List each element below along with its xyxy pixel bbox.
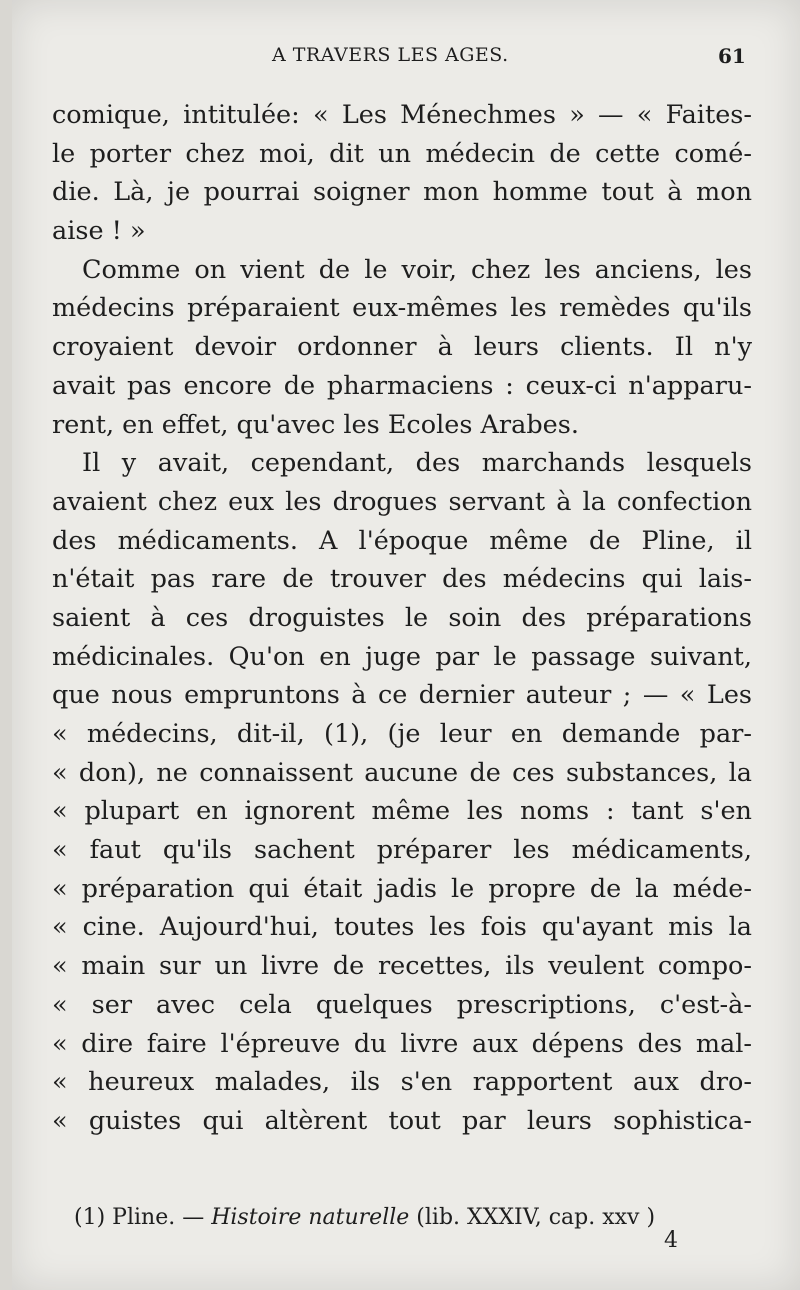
text-line: des médicaments. A l'époque même de Pline, il bbox=[52, 525, 752, 556]
text-line: aise ! » bbox=[52, 216, 146, 247]
text-line: « médecins, dit-il, (1), (je leur en demande par- bbox=[52, 719, 752, 749]
text-line: avait pas encore de pharmaciens : ceux-ci n'apparu- bbox=[52, 370, 752, 401]
book-page bbox=[12, 0, 800, 1290]
text-line: « guistes qui altèrent tout par leurs sophistica- bbox=[52, 1105, 752, 1136]
text-line: que nous empruntons à ce dernier auteur ; — « Les bbox=[52, 680, 752, 711]
text-line: « ser avec cela quelques prescriptions, c'est-à- bbox=[52, 989, 752, 1020]
page-number: 61 bbox=[718, 44, 746, 68]
text-line: « préparation qui était jadis le propre de la méde- bbox=[52, 873, 752, 904]
text-line: comique, intitulée: « Les Ménechmes » — « Faites- bbox=[52, 100, 752, 130]
footnote-title: Histoire naturelle bbox=[211, 1205, 410, 1230]
text-line: médecins préparaient eux-mêmes les remèdes qu'ils bbox=[52, 293, 752, 324]
text-line: Il y avait, cependant, des marchands lesquels bbox=[82, 448, 752, 479]
footnote-reference: (lib. XXXIV, cap. xxv ) bbox=[409, 1205, 656, 1230]
text-line: saient à ces droguistes le soin des préparations bbox=[52, 602, 752, 633]
signature-mark: 4 bbox=[664, 1228, 678, 1253]
running-title: A TRAVERS LES AGES. bbox=[272, 44, 509, 66]
text-line: « cine. Aujourd'hui, toutes les fois qu'ayant mis la bbox=[52, 912, 752, 943]
text-line: le porter chez moi, dit un médecin de cette comé- bbox=[52, 138, 752, 169]
page-header bbox=[12, 44, 800, 74]
body-text bbox=[52, 96, 752, 1141]
text-line: « don), ne connaissent aucune de ces substances, la bbox=[52, 757, 752, 788]
text-line: Comme on vient de le voir, chez les anciens, les bbox=[82, 254, 752, 285]
text-line: croyaient devoir ordonner à leurs clients. Il n'y bbox=[52, 332, 752, 363]
footnote-prefix: (1) Pline. — bbox=[74, 1205, 212, 1230]
footnote bbox=[74, 1205, 764, 1230]
text-line: « main sur un livre de recettes, ils veulent compo- bbox=[52, 951, 752, 982]
text-line: die. Là, je pourrai soigner mon homme tout à mon bbox=[52, 177, 752, 208]
text-line: rent, en effet, qu'avec les Ecoles Arabes. bbox=[52, 409, 579, 440]
text-line: « dire faire l'épreuve du livre aux dépens des mal- bbox=[52, 1028, 752, 1059]
text-line: « plupart en ignorent même les noms : tant s'en bbox=[52, 796, 752, 827]
text-line: n'était pas rare de trouver des médecins qui lais- bbox=[52, 564, 752, 595]
text-line: médicinales. Qu'on en juge par le passage suivant, bbox=[52, 641, 752, 672]
text-line: « heureux malades, ils s'en rapportent aux dro- bbox=[52, 1067, 752, 1098]
text-line: « faut qu'ils sachent préparer les médicaments, bbox=[52, 835, 752, 866]
text-line: avaient chez eux les drogues servant à la confection bbox=[52, 486, 752, 517]
